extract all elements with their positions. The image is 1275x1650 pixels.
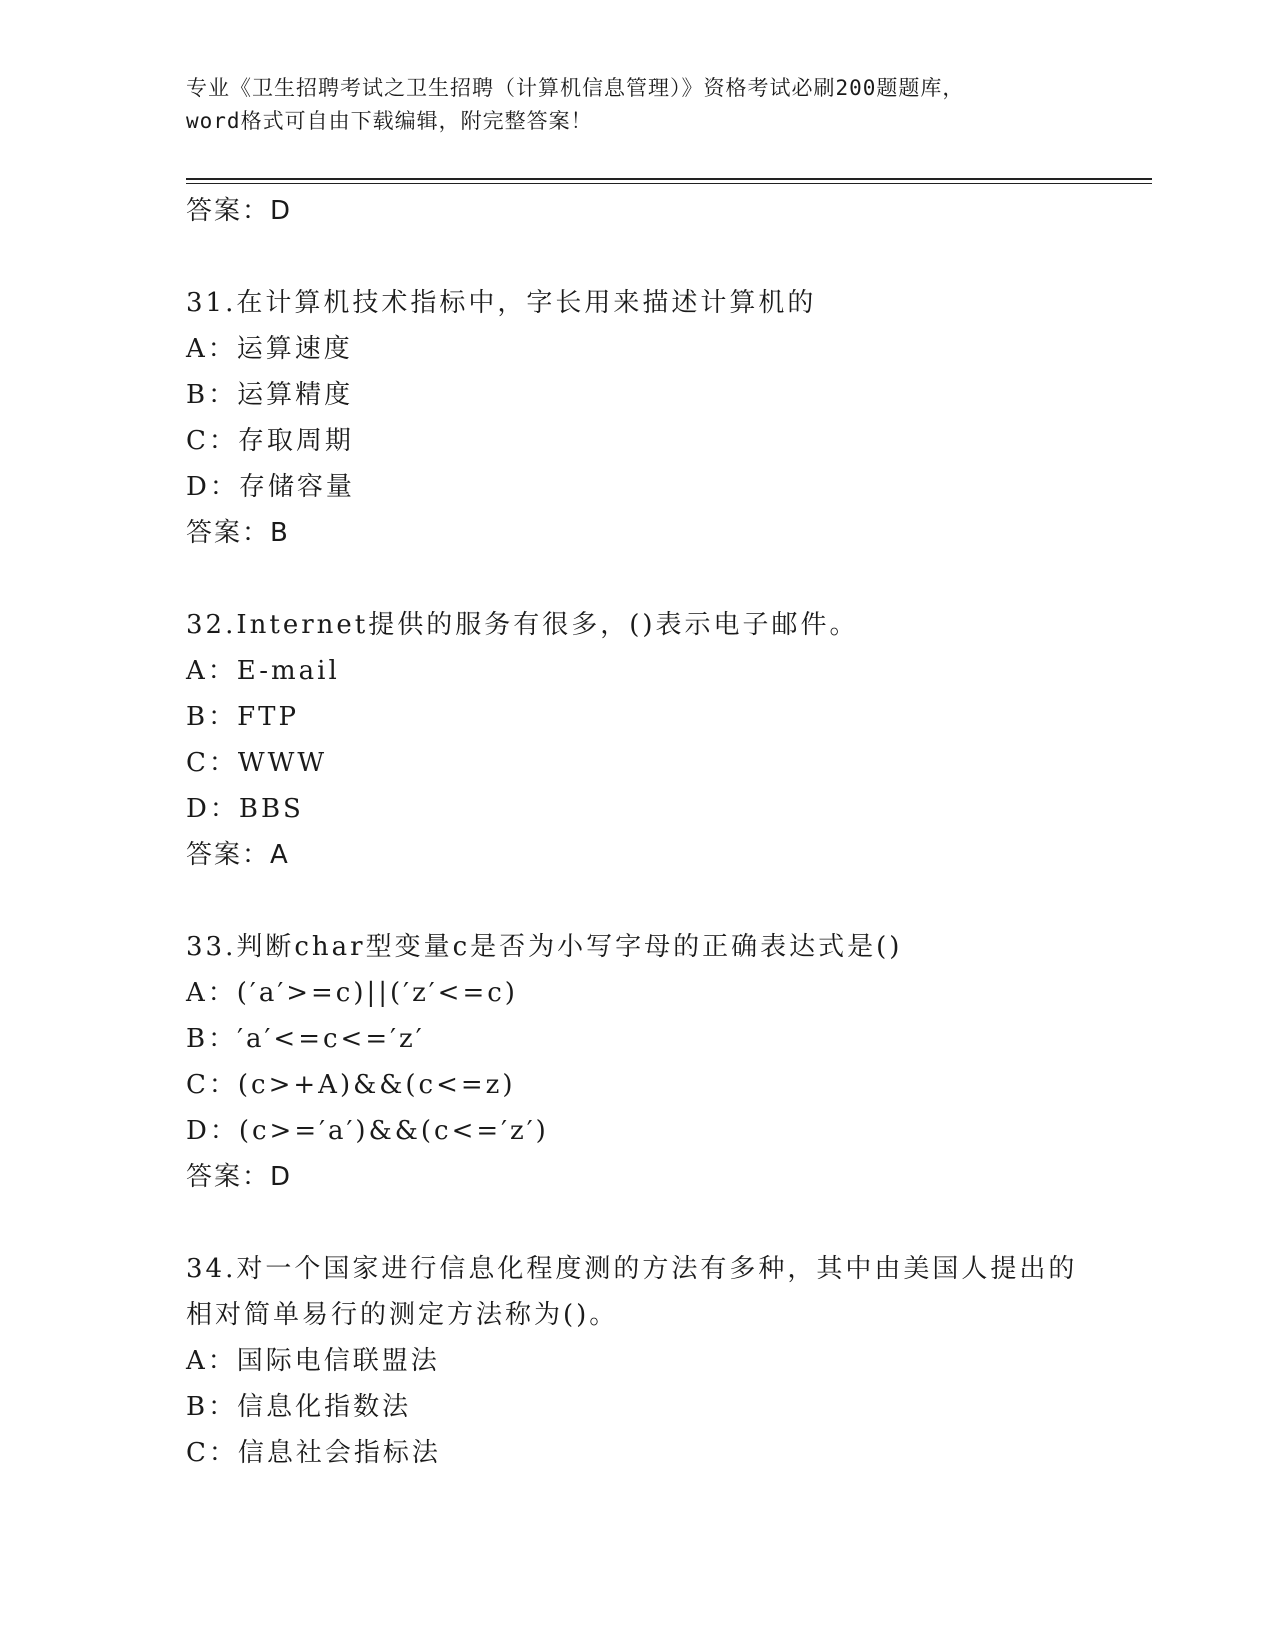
spacer	[186, 234, 1126, 280]
question-stem: 34.对一个国家进行信息化程度测的方法有多种，其中由美国人提出的	[186, 1254, 1078, 1284]
option-c: C：信息社会指标法	[186, 1438, 441, 1468]
option-d: D：BBS	[186, 794, 304, 824]
question-stem: 33.判断char型变量c是否为小写字母的正确表达式是()	[186, 932, 903, 962]
option-a: A：E-mail	[186, 656, 340, 686]
option-a: A：(′a′>=c)||(′z′<=c)	[186, 978, 518, 1008]
option-b: B：运算精度	[186, 380, 354, 410]
header-title-line-2: word格式可自由下载编辑，附完整答案！	[186, 109, 593, 133]
document-header	[186, 72, 1086, 138]
option-b: B：信息化指数法	[186, 1392, 412, 1422]
answer-line: 答案：D	[186, 196, 293, 226]
question-item	[186, 1246, 1126, 1476]
question-stem: 32.Internet提供的服务有很多，()表示电子邮件。	[186, 610, 859, 640]
option-c: C：存取周期	[186, 426, 354, 456]
option-a: A：国际电信联盟法	[186, 1346, 440, 1376]
option-c: C：(c>+A)&&(c<=z)	[186, 1070, 516, 1100]
answer-line: 答案：A	[186, 840, 290, 870]
header-title-line-1: 专业《卫生招聘考试之卫生招聘（计算机信息管理）》资格考试必刷200题题库，	[186, 76, 965, 100]
option-c: C：WWW	[186, 748, 328, 778]
option-b: B：′a′<=c<=′z′	[186, 1024, 425, 1054]
question-stem: 31.在计算机技术指标中，字长用来描述计算机的	[186, 288, 817, 318]
question-item	[186, 280, 1126, 556]
spacer	[186, 878, 1126, 924]
answer-line: 答案：D	[186, 1162, 293, 1192]
option-b: B：FTP	[186, 702, 299, 732]
header-divider-thick	[186, 178, 1152, 180]
spacer	[186, 1200, 1126, 1246]
question-item	[186, 602, 1126, 878]
option-d: D：(c>=′a′)&&(c<=′z′)	[186, 1116, 549, 1146]
answer-line: 答案：B	[186, 518, 290, 548]
option-a: A：运算速度	[186, 334, 353, 364]
question-stem-continued: 相对简单易行的测定方法称为()。	[186, 1300, 619, 1330]
spacer	[186, 556, 1126, 602]
question-item	[186, 924, 1126, 1200]
question-list	[186, 188, 1126, 1476]
option-d: D：存储容量	[186, 472, 355, 502]
header-divider-thin	[186, 183, 1152, 184]
